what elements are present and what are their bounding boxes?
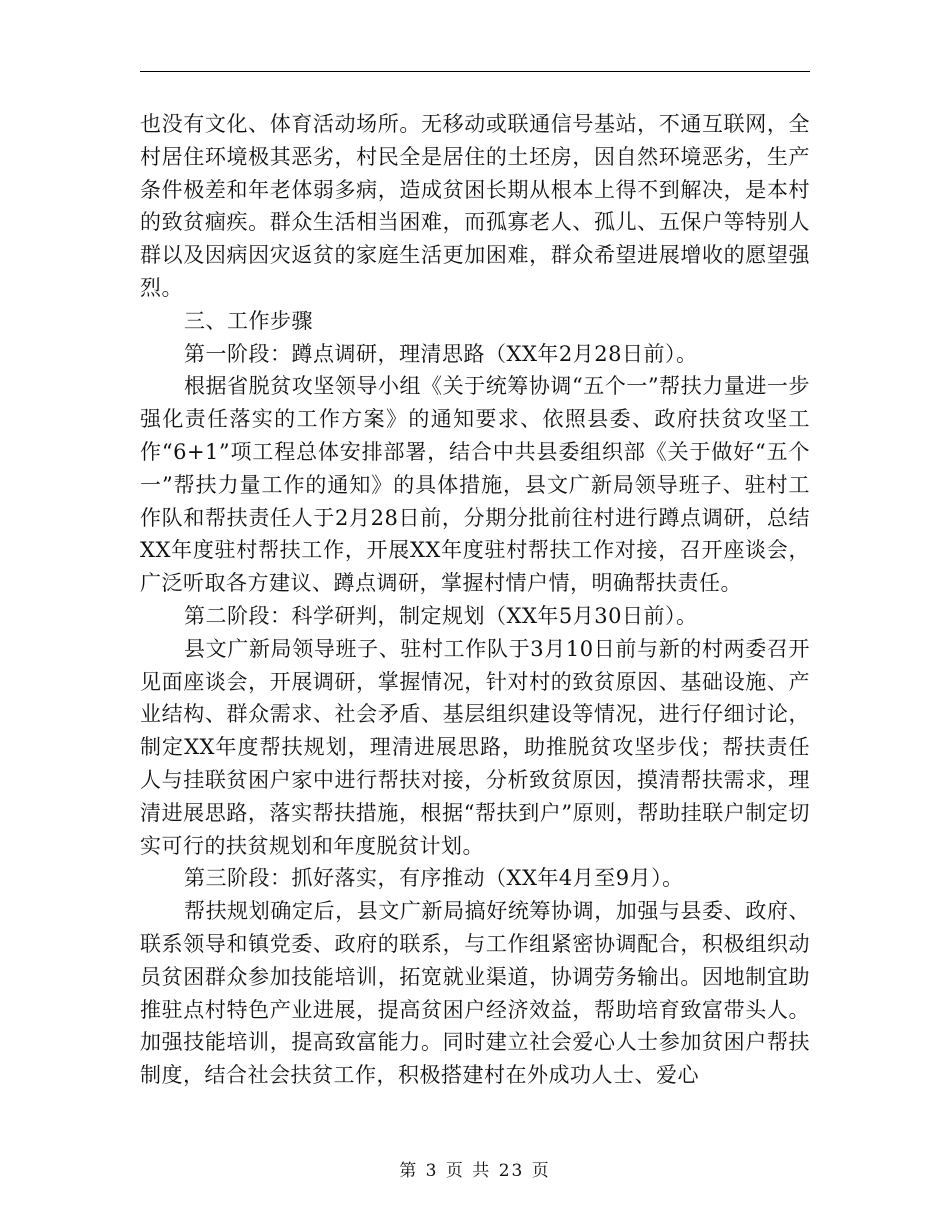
paragraph-continued: 也没有文化、体育活动场所。无移动或联通信号基站，不通互联网，全村居住环境极其恶劣，村民全是居住的土坯房，因自然环境恶劣，生产条件极差和年老体弱多病，造成贫困长期从根本上得不到解决，是本村的致贫痼疾。群众生活相当困难，而孤寡老人、孤儿、五保户等特别人群以及因病因灾返贫的家庭生活更加困难，群众希望进展增收的愿望强烈。 (140, 112, 810, 300)
stage-one-heading: 第一阶段：蹲点调研，理清思路（XX年2月28日前）。 (184, 341, 698, 366)
stage-one-body: 根据省脱贫攻坚领导小组《关于统筹协调“五个一”帮扶力量进一步强化责任落实的工作方案》的通知要求、依照县委、政府扶贫攻坚工作“6+1”项工程总体安排部署，结合中共县委组织部《关于做好“五个一”帮扶力量工作的通知》的具体措施，县文广新局领导班子、驻村工作队和帮扶责任人于2月28日前，分期分批前往村进行蹲点调研，总结XX年度驻村帮扶工作，开展XX年度驻村帮扶工作对接，召开座谈会，广泛听取各方建议、蹲点调研，掌握村情户情，明确帮扶责任。 (140, 374, 810, 596)
page-number-footer: 第 3 页 共 23 页 (399, 1161, 551, 1181)
stage-three-heading: 第三阶段：抓好落实，有序推动（XX年4月至9月）。 (184, 866, 684, 891)
stage-two-body: 县文广新局领导班子、驻村工作队于3月10日前与新的村两委召开见面座谈会，开展调研，掌握情况，针对村的致贫原因、基础设施、产业结构、群众需求、社会矛盾、基层组织建设等情况，进行仔细讨论，制定XX年度帮扶规划，理清进展思路，助推脱贫攻坚步伐；帮扶责任人与挂联贫困户家中进行帮扶对接，分析致贫原因，摸清帮扶需求，理清进展思路，落实帮扶措施，根据“帮扶到户”原则，帮助挂联户制定切实可行的扶贫规划和年度脱贫计划。 (140, 636, 810, 858)
document-body (140, 108, 810, 1092)
section-heading: 三、工作步骤 (184, 308, 313, 333)
stage-two-heading: 第二阶段：科学研判，制定规划（XX年5月30日前）。 (184, 603, 698, 628)
stage-three-body: 帮扶规划确定后，县文广新局搞好统筹协调，加强与县委、政府、联系领导和镇党委、政府的联系，与工作组紧密协调配合，积极组织动员贫困群众参加技能培训，拓宽就业渠道，协调劳务输出。因地制宜助推驻点村特色产业进展，提高贫困户经济效益，帮助培育致富带头人。加强技能培训，提高致富能力。同时建立社会爱心人士参加贫困户帮扶制度，结合社会扶贫工作，积极搭建村在外成功人士、爱心 (140, 899, 810, 1088)
header-rule (140, 71, 810, 72)
